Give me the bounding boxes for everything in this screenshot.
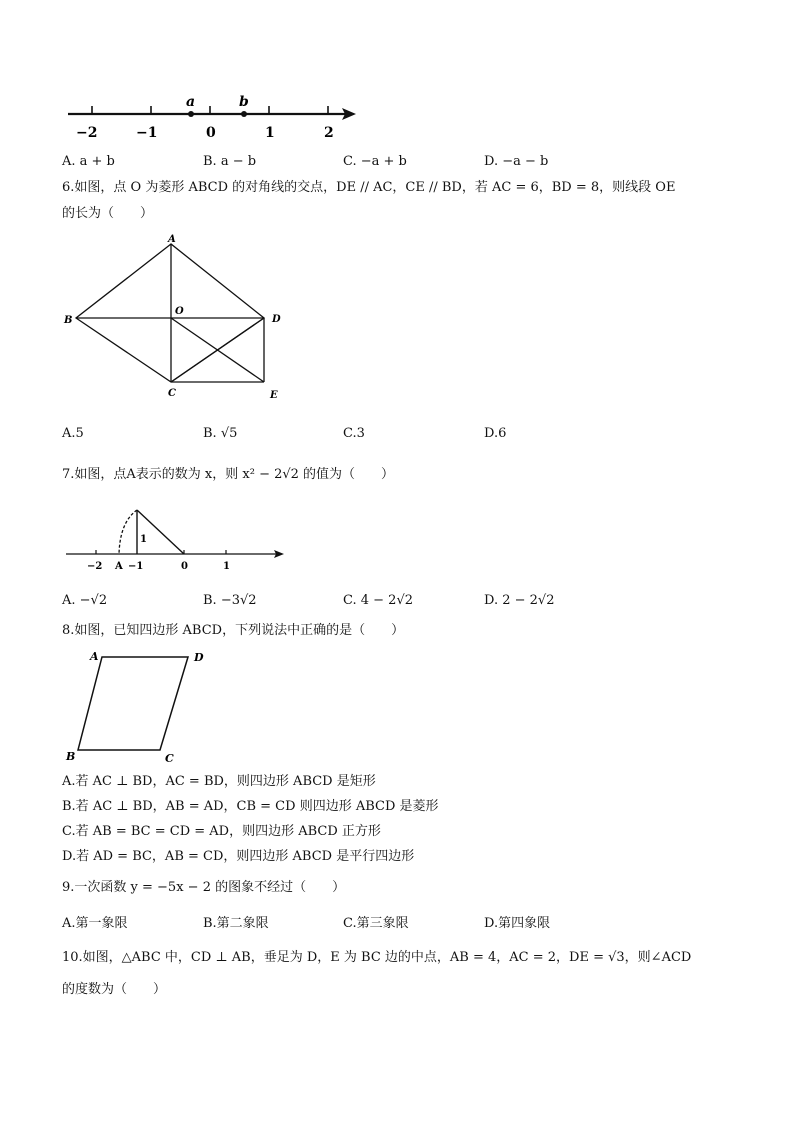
q8-stem: 8.如图，已知四边形 ABCD，下列说法中正确的是（ ） xyxy=(62,623,405,638)
q5-option-d: D. −a − b xyxy=(484,154,549,169)
q9-option-c: C.第三象限 xyxy=(343,916,409,931)
point-b-label: b xyxy=(239,94,249,110)
vertex-label-B: B xyxy=(64,315,73,326)
q5-option-c: C. −a + b xyxy=(343,154,407,169)
q7-option-d: D. 2 − 2√2 xyxy=(484,593,555,608)
q9-option-d: D.第四象限 xyxy=(484,916,551,931)
tick-label: 1 xyxy=(223,561,230,572)
q6-stem-line2: 的长为（ ） xyxy=(62,206,154,221)
vertex-label-D: D xyxy=(272,314,281,325)
q6-option-d: D.6 xyxy=(484,426,507,441)
point-a-label: a xyxy=(186,94,196,110)
tick-label: −1 xyxy=(136,125,158,141)
q6-stem-line1: 6.如图，点 O 为菱形 ABCD 的对角线的交点，DE // AC，CE // BD，若 AC = 6，BD = 8，则线段 OE xyxy=(62,180,676,195)
q10-stem-line2: 的度数为（ ） xyxy=(62,982,167,997)
q5-number-line xyxy=(62,92,362,142)
tick-label: −1 xyxy=(128,561,144,572)
tick-label: 1 xyxy=(265,125,275,141)
q5-option-a: A. a + b xyxy=(62,154,115,169)
q8-option-c: C.若 AB = BC = CD = AD，则四边形 ABCD 正方形 xyxy=(62,824,381,839)
q8-parallelogram-figure xyxy=(62,645,222,770)
vertex-label-A: A xyxy=(168,234,176,245)
q6-option-b: B. √5 xyxy=(203,426,238,441)
vertex-label-C: C xyxy=(165,752,174,765)
q6-rhombus-figure xyxy=(58,230,288,405)
height-label: 1 xyxy=(140,534,147,545)
tick-label: −2 xyxy=(87,561,103,572)
q6-option-a: A.5 xyxy=(62,426,84,441)
q8-option-b: B.若 AC ⊥ BD，AB = AD，CB = CD 则四边形 ABCD 是菱形 xyxy=(62,799,439,814)
vertex-label-O: O xyxy=(175,306,184,317)
q7-number-line-figure xyxy=(62,500,292,575)
tick-label: 0 xyxy=(206,125,216,141)
q9-option-a: A.第一象限 xyxy=(62,916,128,931)
q7-option-a: A. −√2 xyxy=(62,593,108,608)
q9-option-b: B.第二象限 xyxy=(203,916,269,931)
q6-option-c: C.3 xyxy=(343,426,365,441)
point-A-label: A xyxy=(115,561,123,572)
vertex-label-D: D xyxy=(194,651,204,664)
vertex-label-E: E xyxy=(270,390,278,401)
tick-label: 2 xyxy=(324,125,334,141)
q10-stem-line1: 10.如图，△ABC 中，CD ⊥ AB，垂足为 D，E 为 BC 边的中点，AB = 4，AC = 2，DE = √3，则∠ACD xyxy=(62,950,692,965)
tick-label: 0 xyxy=(181,561,188,572)
q7-option-b: B. −3√2 xyxy=(203,593,257,608)
q8-option-d: D.若 AD = BC，AB = CD，则四边形 ABCD 是平行四边形 xyxy=(62,849,415,864)
q7-option-c: C. 4 − 2√2 xyxy=(343,593,414,608)
q5-option-b: B. a − b xyxy=(203,154,257,169)
vertex-label-C: C xyxy=(168,388,176,399)
q7-stem: 7.如图，点A表示的数为 x，则 x² − 2√2 的值为（ ） xyxy=(62,467,395,482)
vertex-label-A: A xyxy=(90,650,99,663)
vertex-label-B: B xyxy=(66,750,76,763)
tick-label: −2 xyxy=(76,125,98,141)
q9-stem: 9.一次函数 y = −5x − 2 的图象不经过（ ） xyxy=(62,880,346,895)
q8-option-a: A.若 AC ⊥ BD，AC = BD，则四边形 ABCD 是矩形 xyxy=(62,774,376,789)
